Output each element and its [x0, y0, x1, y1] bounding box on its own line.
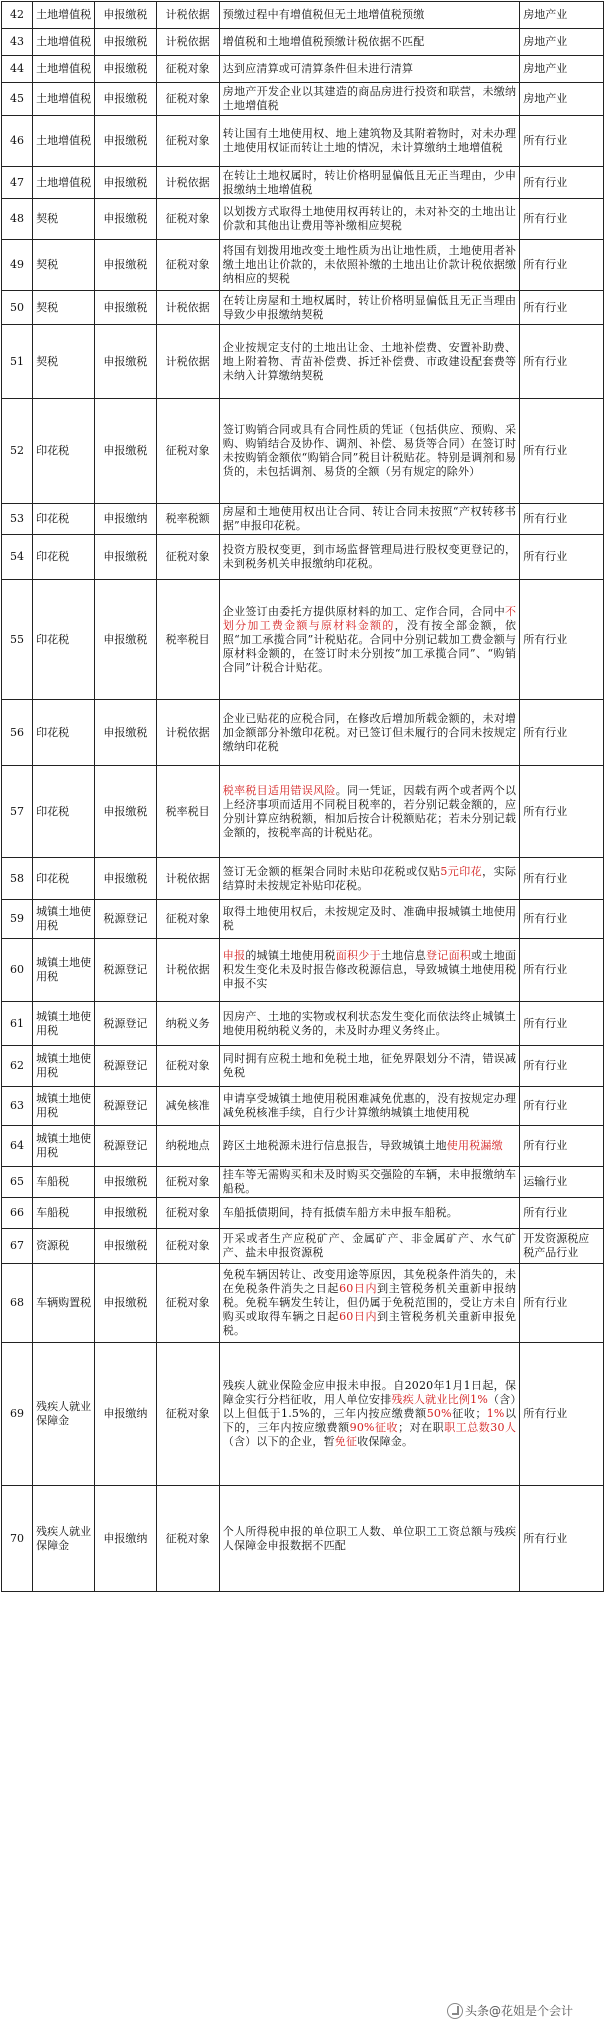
process-step: 申报缴税 — [95, 858, 156, 900]
industry: 所有行业 — [520, 700, 604, 766]
text-segment: 残疾人就业保险金应申报未申报。自2020年1月1日起，保障金实行分档征收，用人单位安排 — [222, 1379, 517, 1406]
tax-type: 土地增值税 — [33, 167, 95, 199]
row-number: 49 — [2, 240, 33, 291]
tax-element: 计税依据 — [156, 858, 219, 900]
row-number: 44 — [2, 56, 33, 83]
row-number: 64 — [2, 1126, 33, 1167]
industry: 房地产业 — [520, 56, 604, 83]
tax-element: 征税对象 — [156, 83, 219, 116]
risk-description — [219, 858, 519, 900]
tax-type: 土地增值税 — [33, 29, 95, 56]
text-segment: 同时拥有应税土地和免税土地，征免界限划分不清，错误减免税 — [222, 1052, 517, 1079]
table-row — [2, 700, 604, 766]
text-segment: 企业签订由委托方提供原材料的加工、定作合同，合同中 — [222, 604, 506, 618]
tax-element: 征税对象 — [156, 116, 219, 167]
process-step: 税源登记 — [95, 1087, 156, 1126]
table-row — [2, 1126, 604, 1167]
tax-type: 城镇土地使用税 — [33, 900, 95, 939]
text-segment: ，实际结算时未按规定补贴印花税。 — [222, 864, 517, 892]
risk-description — [219, 1167, 519, 1198]
process-step: 税源登记 — [95, 900, 156, 939]
table-row — [2, 240, 604, 291]
row-number: 45 — [2, 83, 33, 116]
industry: 所有行业 — [520, 1198, 604, 1229]
row-number: 60 — [2, 939, 33, 1002]
row-number: 61 — [2, 1002, 33, 1046]
tax-type: 印花税 — [33, 766, 95, 858]
text-segment: （含）以上但低于1.5%的，三年内按应缴费额 — [222, 1393, 517, 1420]
tax-risk-table — [1, 1, 604, 1592]
highlighted-text: 1% — [486, 1407, 505, 1420]
risk-description — [219, 1126, 519, 1167]
text-segment: 。同一凭证，因载有两个或者两个以上经济事项而适用不同税目税率的，若分别记载金额的，应分别计算应纳税额，相加后按合计税额贴花；若未分别记载金额的，按税率高的计税贴花。 — [222, 783, 517, 839]
text-segment: 收保障金。 — [357, 1435, 414, 1448]
row-number: 42 — [2, 2, 33, 29]
text-segment: 在转让土地权属时，转让价格明显偏低且无正当理由，少申报缴纳土地增值税 — [222, 168, 517, 196]
industry: 所有行业 — [520, 240, 604, 291]
tax-element: 计税依据 — [156, 29, 219, 56]
highlighted-text: 不划分加工费金额与原材料金额的 — [222, 604, 517, 632]
process-step: 申报缴税 — [95, 325, 156, 399]
row-number: 56 — [2, 700, 33, 766]
risk-description — [219, 1046, 519, 1087]
table-row — [2, 535, 604, 580]
process-step: 申报缴税 — [95, 399, 156, 504]
highlighted-text: 5元印花 — [440, 864, 483, 878]
process-step: 申报缴税 — [95, 700, 156, 766]
tax-type: 残疾人就业保障金 — [33, 1486, 95, 1592]
tax-element: 税率税目 — [156, 766, 219, 858]
row-number: 67 — [2, 1229, 33, 1264]
process-step: 申报缴税 — [95, 580, 156, 700]
tax-type: 印花税 — [33, 504, 95, 535]
tax-element: 征税对象 — [156, 1198, 219, 1229]
tax-type: 城镇土地使用税 — [33, 1126, 95, 1167]
risk-description — [219, 1002, 519, 1046]
table-row — [2, 325, 604, 399]
text-segment: 征收； — [451, 1407, 487, 1420]
tax-type: 土地增值税 — [33, 2, 95, 29]
risk-description — [219, 580, 519, 700]
row-number: 58 — [2, 858, 33, 900]
tax-type: 土地增值税 — [33, 56, 95, 83]
risk-description — [219, 2, 519, 29]
text-segment: 跨区土地税源未进行信息报告，导致城镇土地 — [222, 1139, 447, 1152]
industry: 所有行业 — [520, 1486, 604, 1592]
tax-element: 计税依据 — [156, 167, 219, 199]
row-number: 70 — [2, 1486, 33, 1592]
text-segment: 以下的，三年内按应缴费额 — [222, 1407, 517, 1434]
tax-element: 税率税目 — [156, 580, 219, 700]
highlighted-text: 60日内 — [339, 1282, 378, 1295]
text-segment: 的城镇土地使用税 — [245, 949, 336, 962]
row-number: 52 — [2, 399, 33, 504]
process-step: 申报缴税 — [95, 116, 156, 167]
row-number: 55 — [2, 580, 33, 700]
text-segment: 将国有划拨用地改变土地性质为出让地性质，土地使用者补缴土地出让价款的，未依照补缴的土地出让价款计税依据缴纳相应的契税 — [222, 244, 517, 285]
industry: 所有行业 — [520, 939, 604, 1002]
table-row — [2, 900, 604, 939]
watermark-text: 头条@花姐是个会计 — [465, 2004, 574, 2018]
process-step: 税源登记 — [95, 1046, 156, 1087]
tax-element: 征税对象 — [156, 199, 219, 240]
row-number: 66 — [2, 1198, 33, 1229]
risk-description — [219, 1087, 519, 1126]
industry: 所有行业 — [520, 325, 604, 399]
industry: 所有行业 — [520, 858, 604, 900]
table-row — [2, 291, 604, 325]
text-segment: ；对在职 — [398, 1421, 445, 1434]
row-number: 46 — [2, 116, 33, 167]
highlighted-text: 90%征收 — [349, 1421, 399, 1434]
tax-type: 契税 — [33, 240, 95, 291]
text-segment: 预缴过程中有增值税但无土地增值税预缴 — [222, 8, 425, 21]
text-segment: 免税车辆因转让、改变用途等原因，其免税条件消失的，未在免税条件消失之日起 — [222, 1268, 517, 1295]
risk-description — [219, 1264, 519, 1343]
risk-description — [219, 1229, 519, 1264]
risk-description — [219, 325, 519, 399]
row-number: 48 — [2, 199, 33, 240]
row-number: 65 — [2, 1167, 33, 1198]
text-segment: 增值税和土地增值税预缴计税依据不匹配 — [222, 35, 425, 48]
industry: 所有行业 — [520, 504, 604, 535]
tax-type: 车船税 — [33, 1167, 95, 1198]
highlighted-text: 使用税漏缴 — [446, 1139, 503, 1152]
risk-description — [219, 535, 519, 580]
process-step: 税源登记 — [95, 939, 156, 1002]
risk-description — [219, 291, 519, 325]
tax-element: 纳税地点 — [156, 1126, 219, 1167]
text-segment: 房地产开发企业以其建造的商品房进行投资和联营，未缴纳土地增值税 — [222, 85, 517, 112]
process-step: 申报缴税 — [95, 1264, 156, 1343]
text-segment: 到主管税务机关重新申报纳税。免税车辆发生转让，但仍属于免税范围的，受让方未自购买或取得车辆之日起 — [222, 1282, 517, 1323]
text-segment: 转让国有土地使用权、地上建筑物及其附着物时，对未办理土地使用权证而转让土地的情况，未计算缴纳土地增值税 — [222, 127, 517, 154]
risk-description — [219, 939, 519, 1002]
tax-type: 印花税 — [33, 535, 95, 580]
tax-element: 征税对象 — [156, 1229, 219, 1264]
industry: 所有行业 — [520, 291, 604, 325]
highlighted-text: 职工总数30人 — [444, 1421, 517, 1434]
tax-element: 计税依据 — [156, 700, 219, 766]
process-step: 申报缴税 — [95, 199, 156, 240]
process-step: 申报缴税 — [95, 29, 156, 56]
process-step: 申报缴税 — [95, 56, 156, 83]
industry: 所有行业 — [520, 900, 604, 939]
process-step: 申报缴税 — [95, 291, 156, 325]
text-segment: 土地信息 — [380, 949, 426, 962]
tax-element: 计税依据 — [156, 939, 219, 1002]
process-step: 申报缴税 — [95, 83, 156, 116]
industry: 所有行业 — [520, 1087, 604, 1126]
highlighted-text: 面积少于 — [335, 949, 381, 962]
table-row — [2, 29, 604, 56]
table-body — [2, 2, 604, 1592]
risk-description — [219, 1343, 519, 1486]
risk-description — [219, 116, 519, 167]
tax-type: 残疾人就业保障金 — [33, 1343, 95, 1486]
risk-description — [219, 29, 519, 56]
tax-type: 契税 — [33, 325, 95, 399]
highlighted-text: 50% — [426, 1407, 452, 1420]
tax-element: 征税对象 — [156, 1167, 219, 1198]
industry: 开发资源税应税产品行业 — [520, 1229, 604, 1264]
row-number: 54 — [2, 535, 33, 580]
tax-type: 契税 — [33, 291, 95, 325]
row-number: 47 — [2, 167, 33, 199]
risk-description — [219, 700, 519, 766]
tax-type: 车船税 — [33, 1198, 95, 1229]
text-segment: 投资方股权变更，到市场监督管理局进行股权变更登记的，未到税务机关申报缴纳印花税。 — [222, 543, 517, 570]
highlighted-text: 税率税目适用错误风险 — [222, 783, 336, 797]
tax-type: 资源税 — [33, 1229, 95, 1264]
tax-type: 印花税 — [33, 700, 95, 766]
process-step: 申报缴税 — [95, 535, 156, 580]
process-step: 申报缴纳 — [95, 504, 156, 535]
text-segment: 达到应清算或可清算条件但未进行清算 — [222, 62, 414, 75]
risk-description — [219, 900, 519, 939]
table-row — [2, 939, 604, 1002]
process-step: 申报缴税 — [95, 1198, 156, 1229]
table-row — [2, 83, 604, 116]
process-step: 税源登记 — [95, 1002, 156, 1046]
process-step: 税源登记 — [95, 1126, 156, 1167]
text-segment: （含）以下的企业，暂 — [222, 1435, 335, 1448]
text-segment: 开采或者生产应税矿产、金属矿产、非金属矿产、水气矿产、盐未申报资源税 — [222, 1232, 517, 1259]
table-row — [2, 1264, 604, 1343]
industry: 所有行业 — [520, 535, 604, 580]
industry: 运输行业 — [520, 1167, 604, 1198]
tax-element: 征税对象 — [156, 535, 219, 580]
text-segment: 在转让房屋和土地权属时，转让价格明显偏低且无正当理由导致少申报缴纳契税 — [222, 293, 517, 321]
row-number: 50 — [2, 291, 33, 325]
industry: 所有行业 — [520, 1002, 604, 1046]
text-segment: 取得土地使用权后，未按规定及时、准确申报城镇土地使用税 — [222, 905, 517, 932]
watermark — [443, 2000, 577, 2021]
table-row — [2, 858, 604, 900]
risk-description — [219, 199, 519, 240]
text-segment: 申请享受城镇土地使用税困难减免优惠的，没有按规定办理减免税核准手续，自行少计算缴纳城镇土地使用税 — [222, 1092, 517, 1119]
highlighted-text: 残疾人就业比例1% — [391, 1393, 489, 1406]
highlighted-text: 60日内 — [339, 1310, 378, 1323]
industry: 所有行业 — [520, 1046, 604, 1087]
tax-element: 征税对象 — [156, 240, 219, 291]
text-segment: ，没有按全部金额，依照“加工承揽合同”计税贴花。合同中分别记载加工费金额与原材料金额的，在签订时未分别按“加工承揽合同”、“购销合同”计税合计贴花。 — [222, 618, 517, 674]
industry: 所有行业 — [520, 1126, 604, 1167]
tax-type: 城镇土地使用税 — [33, 1002, 95, 1046]
industry: 所有行业 — [520, 766, 604, 858]
text-segment: 签订购销合同或具有合同性质的凭证（包括供应、预购、采购、购销结合及协作、调剂、补偿、易货等合同）在签订时未按购销金额依“购销合同”税目计税贴花。特别是调剂和易货的，未包括调剂、易货的全额（另有规定的除外） — [222, 423, 517, 478]
row-number: 68 — [2, 1264, 33, 1343]
table-row — [2, 1343, 604, 1486]
tax-type: 城镇土地使用税 — [33, 1046, 95, 1087]
industry: 所有行业 — [520, 167, 604, 199]
industry: 房地产业 — [520, 29, 604, 56]
highlighted-text: 登记面积 — [426, 949, 472, 962]
industry: 所有行业 — [520, 580, 604, 700]
process-step: 申报缴税 — [95, 1229, 156, 1264]
highlighted-text: 申报 — [222, 949, 246, 962]
process-step: 申报缴税 — [95, 240, 156, 291]
table-row — [2, 199, 604, 240]
industry: 所有行业 — [520, 1264, 604, 1343]
row-number: 63 — [2, 1087, 33, 1126]
risk-description — [219, 167, 519, 199]
row-number: 53 — [2, 504, 33, 535]
table-row — [2, 1198, 604, 1229]
table-row — [2, 504, 604, 535]
highlighted-text: 免征 — [334, 1435, 358, 1448]
table-row — [2, 1046, 604, 1087]
table-row — [2, 1486, 604, 1592]
tax-element: 征税对象 — [156, 1486, 219, 1592]
table-row — [2, 1167, 604, 1198]
risk-description — [219, 766, 519, 858]
tax-element: 征税对象 — [156, 1264, 219, 1343]
table-row — [2, 56, 604, 83]
risk-description — [219, 399, 519, 504]
table-row — [2, 1229, 604, 1264]
risk-description — [219, 504, 519, 535]
risk-description — [219, 83, 519, 116]
tax-type: 城镇土地使用税 — [33, 939, 95, 1002]
row-number: 59 — [2, 900, 33, 939]
text-segment: 车船抵债期间，持有抵债车船方未申报车船税。 — [222, 1206, 458, 1219]
tax-type: 土地增值税 — [33, 83, 95, 116]
risk-description — [219, 240, 519, 291]
tax-type: 印花税 — [33, 580, 95, 700]
table-row — [2, 1002, 604, 1046]
text-segment: 签订无金额的框架合同时未贴印花税或仅贴 — [222, 864, 441, 878]
tax-element: 征税对象 — [156, 56, 219, 83]
tax-element: 计税依据 — [156, 2, 219, 29]
tax-element: 纳税义务 — [156, 1002, 219, 1046]
table-row — [2, 1087, 604, 1126]
row-number: 57 — [2, 766, 33, 858]
text-segment: 或土地面积发生变化未及时报告修改税源信息，导致城镇土地使用税申报不实 — [222, 949, 517, 990]
tax-type: 印花税 — [33, 858, 95, 900]
risk-description — [219, 1198, 519, 1229]
process-step: 申报缴税 — [95, 766, 156, 858]
tax-type: 土地增值税 — [33, 116, 95, 167]
process-step: 申报缴纳 — [95, 1343, 156, 1486]
industry: 所有行业 — [520, 199, 604, 240]
tax-type: 车辆购置税 — [33, 1264, 95, 1343]
industry: 所有行业 — [520, 1343, 604, 1486]
text-segment: 个人所得税申报的单位职工人数、单位职工工资总额与残疾人保障金申报数据不匹配 — [222, 1524, 517, 1552]
tax-element: 计税依据 — [156, 291, 219, 325]
tax-element: 计税依据 — [156, 325, 219, 399]
risk-description — [219, 56, 519, 83]
text-segment: 以划拨方式取得土地使用权再转让的，未对补交的土地出让价款和其他出让费用等补缴相应契税 — [222, 205, 517, 232]
tax-element: 税率税额 — [156, 504, 219, 535]
table-row — [2, 399, 604, 504]
industry: 所有行业 — [520, 116, 604, 167]
table-row — [2, 580, 604, 700]
table-row — [2, 766, 604, 858]
process-step: 申报缴纳 — [95, 1486, 156, 1592]
process-step: 申报缴税 — [95, 2, 156, 29]
tax-element: 减免核准 — [156, 1087, 219, 1126]
text-segment: 企业按规定支付的土地出让金、土地补偿费、安置补助费、地上附着物、青苗补偿费、拆迁补偿费、市政建设配套费等未纳入计算缴纳契税 — [222, 340, 517, 382]
tax-type: 城镇土地使用税 — [33, 1087, 95, 1126]
tax-element: 征税对象 — [156, 1046, 219, 1087]
text-segment: 挂车等无需购买和未及时购买交强险的车辆，未申报缴纳车船税。 — [222, 1168, 517, 1195]
tax-element: 征税对象 — [156, 399, 219, 504]
table-row — [2, 116, 604, 167]
row-number: 43 — [2, 29, 33, 56]
watermark-logo-icon — [447, 2003, 463, 2019]
process-step: 申报缴税 — [95, 1167, 156, 1198]
tax-type: 印花税 — [33, 399, 95, 504]
risk-description — [219, 1486, 519, 1592]
industry: 房地产业 — [520, 2, 604, 29]
industry: 房地产业 — [520, 83, 604, 116]
row-number: 62 — [2, 1046, 33, 1087]
tax-element: 征税对象 — [156, 1343, 219, 1486]
industry: 所有行业 — [520, 399, 604, 504]
row-number: 69 — [2, 1343, 33, 1486]
table-row — [2, 167, 604, 199]
table-row — [2, 2, 604, 29]
tax-type: 契税 — [33, 199, 95, 240]
row-number: 51 — [2, 325, 33, 399]
tax-element: 征税对象 — [156, 900, 219, 939]
text-segment: 因房产、土地的实物或权利状态发生变化而依法终止城镇土地使用税纳税义务的，未及时办理义务终止。 — [222, 1009, 517, 1037]
text-segment: 房屋和土地使用权出让合同、转让合同未按照“产权转移书据”申报印花税。 — [222, 505, 517, 532]
text-segment: 企业已贴花的应税合同，在修改后增加所载金额的，未对增加金额部分补缴印花税。对已签订但未履行的合同未按规定缴纳印花税 — [222, 711, 517, 753]
text-segment: 到主管税务机关重新申报免税。 — [222, 1310, 517, 1337]
process-step: 申报缴税 — [95, 167, 156, 199]
